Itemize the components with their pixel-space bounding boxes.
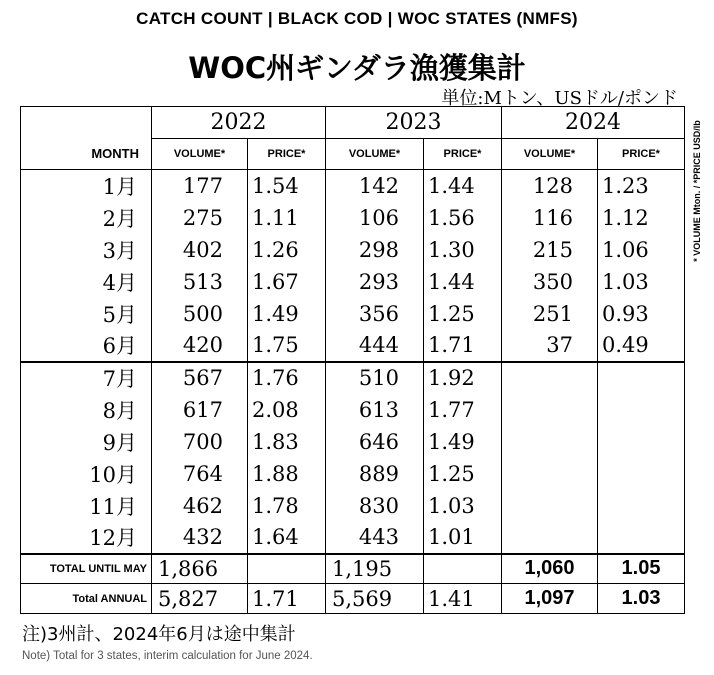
price-cell: 1.25 (424, 458, 502, 490)
month-cell: 12月 (21, 522, 152, 554)
total-until-may-row (21, 554, 685, 584)
month-cell: 1月 (21, 170, 152, 202)
volume-cell: 177 (152, 170, 248, 202)
volume-cell: 298 (326, 234, 424, 266)
side-note-text: * VOLUME Mton. / *PRICE USD/lb (692, 120, 702, 262)
month-cell: 7月 (21, 362, 152, 394)
volume-cell (502, 362, 598, 394)
volume-cell: 402 (152, 234, 248, 266)
volume-cell: 1,195 (326, 554, 424, 584)
volume-cell: 510 (326, 362, 424, 394)
year-2022-header: 2022 (152, 107, 326, 139)
price-cell: 1.92 (424, 362, 502, 394)
month-cell: 6月 (21, 330, 152, 362)
price-cell: 1.71 (248, 584, 326, 614)
page-title: WOC州ギンダラ漁獲集計 (188, 51, 526, 85)
price-cell (598, 362, 685, 394)
price-cell: 1.54 (248, 170, 326, 202)
year-2024-header: 2024 (502, 107, 685, 139)
price-cell: 1.56 (424, 202, 502, 234)
price-cell: 1.03 (598, 584, 685, 614)
total-until-may-label: TOTAL UNTIL MAY (21, 554, 152, 584)
price-cell: 1.11 (248, 202, 326, 234)
volume-cell: 142 (326, 170, 424, 202)
table-row (21, 458, 685, 490)
price-cell (598, 426, 685, 458)
price-cell: 1.44 (424, 170, 502, 202)
price-cell: 1.44 (424, 266, 502, 298)
price-cell (424, 554, 502, 584)
month-cell: 5月 (21, 298, 152, 330)
volume-cell (502, 522, 598, 554)
volume-cell: 567 (152, 362, 248, 394)
month-cell: 9月 (21, 426, 152, 458)
volume-cell: 700 (152, 426, 248, 458)
month-cell: 8月 (21, 394, 152, 426)
price-cell: 1.12 (598, 202, 685, 234)
volume-cell: 462 (152, 490, 248, 522)
catch-table (20, 106, 685, 614)
volume-cell: 617 (152, 394, 248, 426)
price-cell: 1.49 (248, 298, 326, 330)
price-cell: 1.49 (424, 426, 502, 458)
price-cell: 1.71 (424, 330, 502, 362)
month-cell: 10月 (21, 458, 152, 490)
month-cell: 3月 (21, 234, 152, 266)
price-cell: 1.06 (598, 234, 685, 266)
volume-cell: 5,827 (152, 584, 248, 614)
price-cell: 1.01 (424, 522, 502, 554)
table-row (21, 522, 685, 554)
price-cell: 1.05 (598, 554, 685, 584)
price-cell: 1.88 (248, 458, 326, 490)
volume-cell: 1,866 (152, 554, 248, 584)
price-cell (598, 522, 685, 554)
price-cell: 0.93 (598, 298, 685, 330)
volume-cell: 500 (152, 298, 248, 330)
price-header: PRICE* (248, 139, 326, 170)
price-cell: 1.26 (248, 234, 326, 266)
table-row (21, 394, 685, 426)
volume-header: VOLUME* (502, 139, 598, 170)
table-row (21, 298, 685, 330)
price-cell: 1.67 (248, 266, 326, 298)
volume-cell: 106 (326, 202, 424, 234)
month-cell: 4月 (21, 266, 152, 298)
table-row (21, 202, 685, 234)
total-annual-row (21, 584, 685, 614)
volume-cell: 830 (326, 490, 424, 522)
note-japanese: 注)3州計、2024年6月は途中集計 (22, 624, 296, 645)
volume-header: VOLUME* (326, 139, 424, 170)
volume-cell: 513 (152, 266, 248, 298)
price-cell (598, 458, 685, 490)
volume-cell: 350 (502, 266, 598, 298)
price-cell (248, 554, 326, 584)
note-english: Note) Total for 3 states, interim calculation for June 2024. (22, 650, 313, 662)
table-row (21, 362, 685, 394)
volume-cell: 275 (152, 202, 248, 234)
table-row (21, 266, 685, 298)
volume-cell: 1,060 (502, 554, 598, 584)
price-cell: 1.03 (424, 490, 502, 522)
volume-cell: 1,097 (502, 584, 598, 614)
volume-cell: 116 (502, 202, 598, 234)
price-cell: 0.49 (598, 330, 685, 362)
price-cell: 1.23 (598, 170, 685, 202)
volume-cell: 293 (326, 266, 424, 298)
corner-cell (21, 107, 152, 139)
price-cell (598, 394, 685, 426)
volume-cell: 251 (502, 298, 598, 330)
unit-label: 単位:Mトン、USドル/ポンド (441, 88, 678, 109)
volume-cell: 613 (326, 394, 424, 426)
price-cell (598, 490, 685, 522)
table-row (21, 490, 685, 522)
month-header: MONTH (21, 139, 152, 170)
volume-cell: 128 (502, 170, 598, 202)
price-cell: 1.75 (248, 330, 326, 362)
volume-cell: 432 (152, 522, 248, 554)
page-header: CATCH COUNT | BLACK COD | WOC STATES (NMFS) (136, 9, 578, 28)
volume-cell: 5,569 (326, 584, 424, 614)
volume-cell: 889 (326, 458, 424, 490)
month-cell: 2月 (21, 202, 152, 234)
volume-cell: 444 (326, 330, 424, 362)
price-cell: 1.83 (248, 426, 326, 458)
volume-cell (502, 394, 598, 426)
volume-cell (502, 458, 598, 490)
price-cell: 2.08 (248, 394, 326, 426)
year-2023-header: 2023 (326, 107, 502, 139)
price-header: PRICE* (598, 139, 685, 170)
volume-cell: 37 (502, 330, 598, 362)
price-cell: 1.77 (424, 394, 502, 426)
volume-cell: 420 (152, 330, 248, 362)
price-cell: 1.78 (248, 490, 326, 522)
price-cell: 1.25 (424, 298, 502, 330)
price-cell: 1.76 (248, 362, 326, 394)
table-row (21, 234, 685, 266)
total-annual-label: Total ANNUAL (21, 584, 152, 614)
volume-header: VOLUME* (152, 139, 248, 170)
volume-cell: 764 (152, 458, 248, 490)
table-row (21, 426, 685, 458)
table-row (21, 170, 685, 202)
volume-cell: 215 (502, 234, 598, 266)
price-cell: 1.30 (424, 234, 502, 266)
volume-cell: 646 (326, 426, 424, 458)
volume-cell (502, 426, 598, 458)
price-header: PRICE* (424, 139, 502, 170)
volume-cell: 443 (326, 522, 424, 554)
price-cell: 1.41 (424, 584, 502, 614)
month-cell: 11月 (21, 490, 152, 522)
volume-cell: 356 (326, 298, 424, 330)
price-cell: 1.03 (598, 266, 685, 298)
volume-cell (502, 490, 598, 522)
table-row (21, 330, 685, 362)
side-note (688, 112, 706, 270)
price-cell: 1.64 (248, 522, 326, 554)
